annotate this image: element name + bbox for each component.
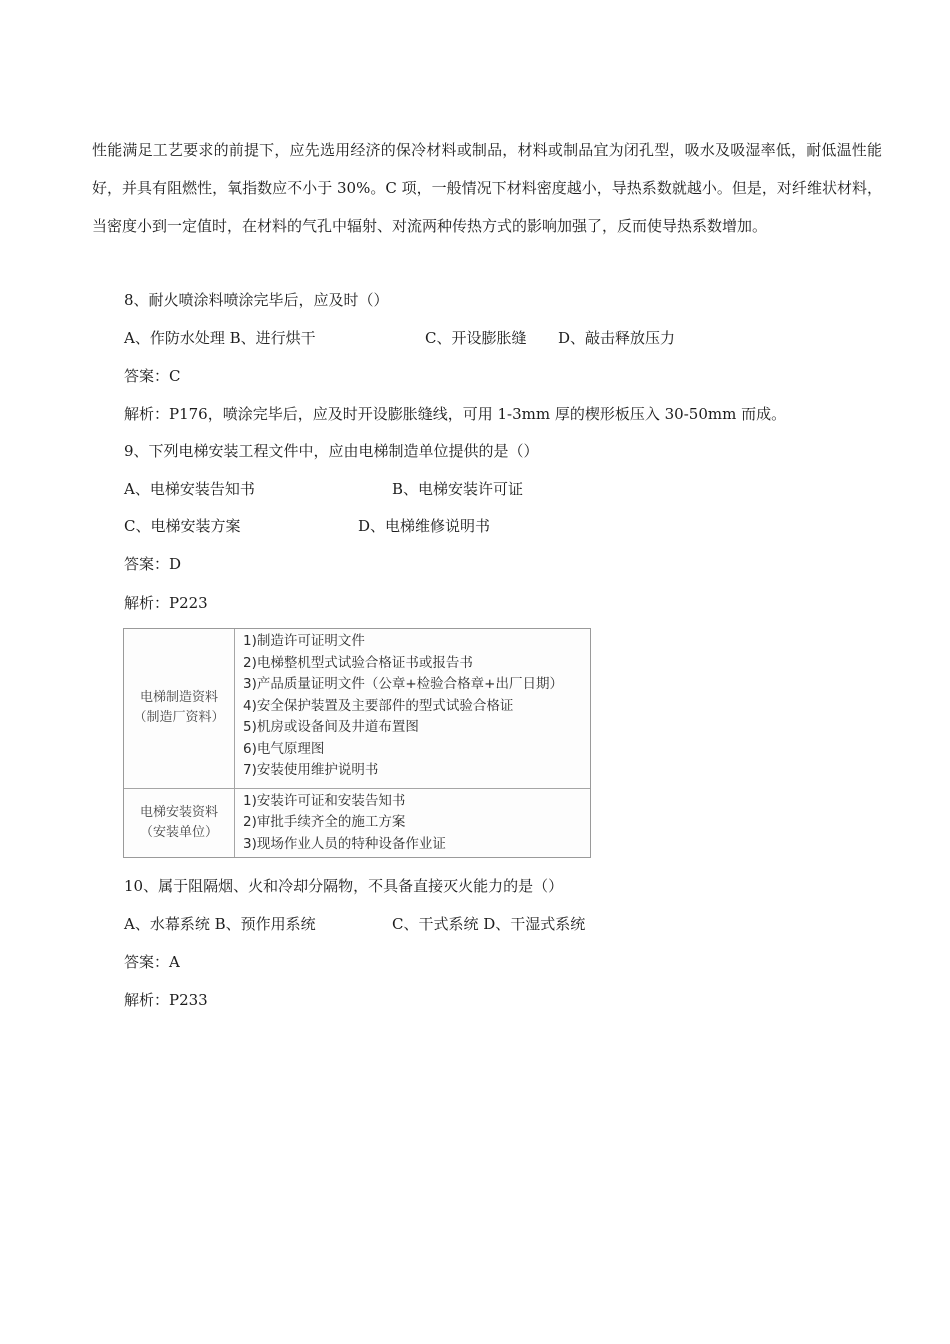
row-label-line: 电梯安装资料	[139, 804, 218, 820]
intro-paragraph: 性能满足工艺要求的前提下，应先选用经济的保冷材料或制品，材料或制品宜为闭孔型，吸水及吸湿率低，耐低温性能好，并具有阻燃性，氧指数应不小于 30%。C 项，一般情况下材料密度越小，导热系数就越小。但是，对纤维状材料，当密度小到一定值时，在材料的气孔中辐射、对流两种传热方式的影响加强了，反而使导热系数增加。	[92, 141, 882, 235]
list-item: 1)制造许可证明文件	[243, 633, 365, 649]
q9-option-b: B、电梯安装许可证	[392, 480, 524, 498]
q10-answer: 答案：A	[124, 953, 180, 971]
q10-question: 10、属于阻隔烟、火和冷却分隔物，不具备直接灭火能力的是（）	[124, 877, 564, 895]
q10-option-cd: C、干式系统 D、干湿式系统	[392, 915, 586, 933]
q8-analysis: 解析：P176，喷涂完毕后，应及时开设膨胀缝线，可用 1-3mm 厚的楔形板压入 30-50mm 而成。	[124, 405, 787, 423]
list-item: 2)电梯整机型式试验合格证书或报告书	[243, 654, 473, 671]
table-row	[124, 789, 590, 858]
q10-analysis: 解析：P233	[124, 991, 208, 1009]
q9-option-a: A、电梯安装告知书	[124, 480, 255, 498]
elevator-documents-table	[123, 628, 591, 858]
table-row	[124, 629, 590, 789]
row-label-line: 电梯制造资料	[139, 690, 218, 706]
q8-option-ab: A、作防水处理 B、进行烘干	[124, 329, 316, 347]
list-item: 4)安全保护装置及主要部件的型式试验合格证	[243, 697, 514, 714]
q8-answer: 答案：C	[124, 367, 181, 385]
q8-question: 8、耐火喷涂料喷涂完毕后，应及时（）	[124, 291, 389, 309]
list-item: 6)电气原理图	[243, 740, 325, 757]
list-item: 5)机房或设备间及井道布置图	[243, 719, 419, 735]
table-row-items	[235, 789, 590, 858]
row-label-line: （安装单位）	[139, 824, 218, 840]
row-label-line: （制造厂资料）	[133, 710, 225, 726]
q9-option-c: C、电梯安装方案	[124, 517, 241, 535]
q9-question: 9、下列电梯安装工程文件中，应由电梯制造单位提供的是（）	[124, 442, 539, 460]
q8-option-c: C、开设膨胀缝	[425, 329, 527, 347]
list-item: 3)产品质量证明文件（公章+检验合格章+出厂日期）	[243, 676, 563, 692]
list-item: 7)安装使用维护说明书	[243, 762, 379, 778]
q9-analysis: 解析：P223	[124, 594, 208, 612]
q10-option-ab: A、水幕系统 B、预作用系统	[124, 915, 316, 933]
table-row-items	[235, 629, 590, 788]
list-item: 1)安装许可证和安装告知书	[243, 792, 406, 809]
list-item: 3)现场作业人员的特种设备作业证	[243, 835, 446, 852]
list-item: 2)审批手续齐全的施工方案	[243, 814, 406, 830]
table-row-label	[124, 789, 235, 858]
q9-answer: 答案：D	[124, 555, 182, 573]
q9-option-d: D、电梯维修说明书	[358, 517, 491, 535]
table-row-label	[124, 629, 235, 788]
q8-option-d: D、敲击释放压力	[558, 329, 676, 347]
